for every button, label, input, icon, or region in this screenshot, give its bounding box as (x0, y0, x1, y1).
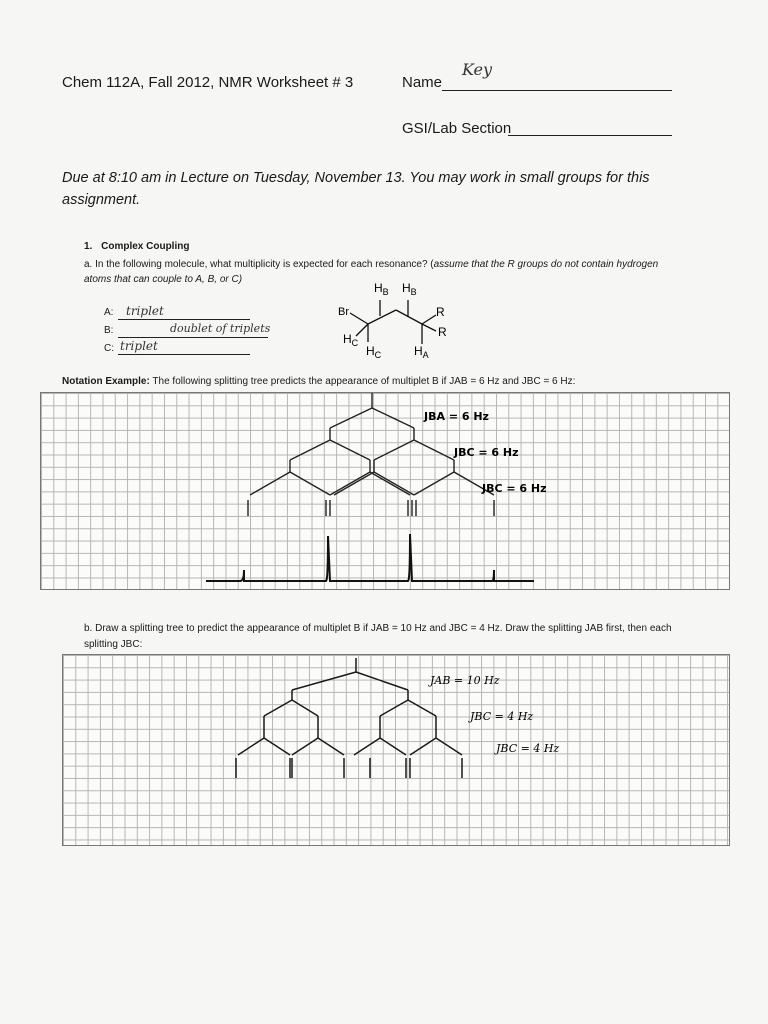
answer-c-value: triplet (120, 339, 158, 353)
label-jbc-1: JBC = 6 Hz (454, 446, 519, 459)
question-title: Complex Coupling (101, 241, 190, 252)
gsi-label: GSI/Lab Section (402, 120, 512, 137)
answer-c-label: C: (104, 343, 114, 354)
mol-r1: R (436, 305, 445, 319)
mol-r2: R (438, 325, 447, 339)
label-jbc-b1: JBC = 4 Hz (470, 710, 534, 723)
part-a-text: a. In the following molecule, what multiplicity is expected for each resonance? ( (84, 259, 434, 270)
answer-a-label: A: (104, 307, 114, 318)
name-value: Key (462, 60, 493, 79)
part-b-prompt: b. Draw a splitting tree to predict the appearance of multiplet B if JAB = 10 Hz and JBC = 4 Hz. Draw the splitting JAB first, then each splitting JBC: (84, 623, 672, 650)
mol-hc1: $H_C$ (343, 332, 359, 348)
answer-b-value: doublet of triplets (170, 322, 271, 335)
due-notice: Due at 8:10 am in Lecture on Tuesday, November 13. You may work in small groups for this assignment. (62, 170, 650, 208)
label-jbc-b2: JBC = 4 Hz (496, 742, 560, 755)
label-jbc-2: JBC = 6 Hz (482, 482, 547, 495)
name-label: Name (402, 74, 443, 91)
mol-br: Br (338, 306, 349, 318)
notation-text: The following splitting tree predicts the appearance of multiplet B if JAB = 6 Hz and JBC = 6 Hz: (152, 376, 576, 387)
part-a-italic: assume that the R groups do not contain hydrogen atoms that can couple to A, B, or C) (84, 259, 659, 285)
label-jab-b: JAB = 10 Hz (430, 674, 500, 687)
mol-hc2: $H_C$ (366, 344, 382, 360)
mol-ha: $H_A$ (414, 344, 429, 360)
worksheet-title: Chem 112A, Fall 2012, NMR Worksheet # 3 (62, 74, 354, 91)
notation-label: Notation Example: (62, 376, 150, 387)
answer-a-value: triplet (126, 304, 164, 318)
mol-hb1: $H_B$ (374, 281, 389, 297)
answer-b-label: B: (104, 325, 114, 336)
mol-hb2: $H_B$ (402, 281, 417, 297)
question-number: 1. (84, 241, 93, 252)
label-jba: JBA = 6 Hz (424, 410, 489, 423)
